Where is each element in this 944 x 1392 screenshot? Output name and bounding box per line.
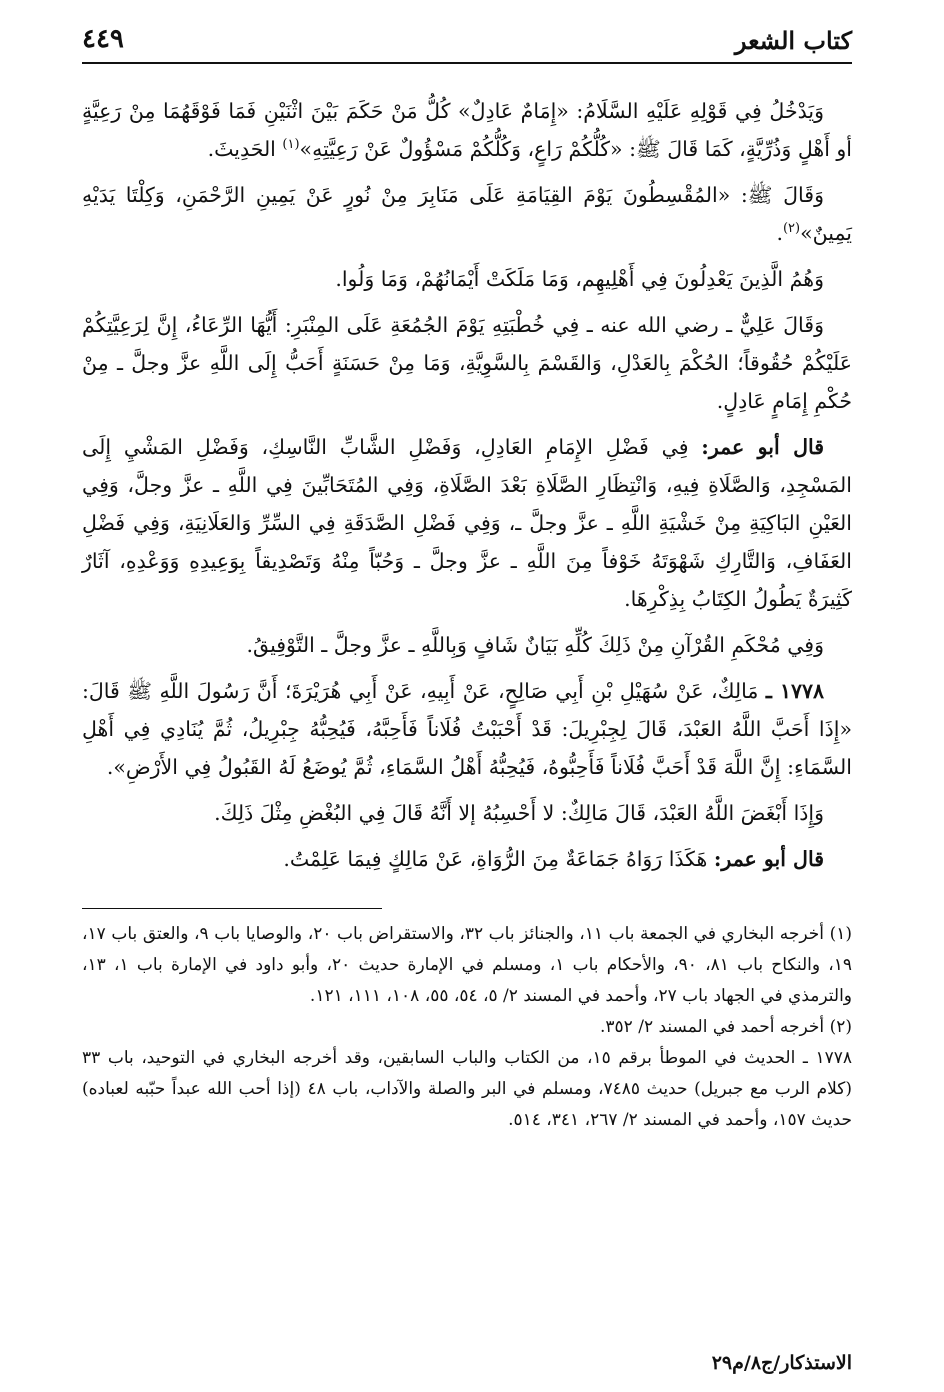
paragraph-4: وَقَالَ عَلِيٌّ ـ رضي الله عنه ـ فِي خُطْبَتِهِ يَوْمَ الجُمُعَةِ عَلَى المِنْبَرِ: أَيُّهَا الرِّعَاءُ، إِنَّ لِرَعِيَّتِكُمْ عَلَيْكُمْ حُقُوقاً؛ الحُكْمَ بِالعَدْلِ، وَالقَسْمَ بِالسَّوِيَّةِ، وَمَا مِنْ حَسَنَةٍ أَحَبُّ إِلَى اللَّهِ عزَّ وجلَّ ـ مِنْ حُكْمِ إِمَامٍ عَادِلٍ.	[82, 313, 852, 413]
page-number: ٤٤٩	[82, 24, 124, 54]
paragraph-7: ١٧٧٨ ـ مَالِكٌ، عَنْ سُهَيْلِ بْنِ أَبِي صَالِحٍ، عَنْ أَبِيهِ، عَنْ أَبِي هُرَيْرَةَ؛ أَنَّ رَسُولَ اللَّهِ ﷺ قَالَ: «إِذَا أَحَبَّ اللَّهُ العَبْدَ، قَالَ لِجِبْرِيلَ: قَدْ أَحْبَبْتُ فُلَاناً فَأَحِبَّهُ، فَيُحِبُّهُ جِبْرِيلُ، ثُمَّ يُنَادِي فِي أَهْلِ السَّمَاءِ: إِنَّ اللَّهَ قَدْ أَحَبَّ فُلَاناً فَأَحِبُّوهُ، فَيُحِبُّهُ أَهْلُ السَّمَاءِ، ثُمَّ يُوضَعُ لَهُ القَبُولُ فِي الأَرْضِ».	[82, 679, 852, 779]
paragraph-3: وَهُمُ الَّذِينَ يَعْدِلُونَ فِي أَهْلِيهِم، وَمَا مَلَكَتْ أَيْمَانُهُمْ، وَمَا وَلُوا.	[335, 267, 824, 291]
footnote-marker: (٢)	[829, 1017, 852, 1037]
footnote-2: (٢) أخرجه أحمد في المسند ٢/ ٣٥٢.	[599, 1017, 852, 1037]
paragraph-1: وَيَدْخُلُ فِي قَوْلِهِ عَلَيْهِ السَّلَامُ: «إِمَامٌ عَادِلٌ» كُلُّ مَنْ حَكَمَ بَيْنَ اثْنَيْنِ فَمَا فَوْقَهُمَا مِنْ رَعِيَّةٍ أو أَهْلٍ وَذُرِّيَّةٍ، كَمَا قَالَ ﷺ: «كُلُّكُمْ رَاعٍ، وَكُلُّكُمْ مَسْؤُولٌ عَنْ رَعِيَّتِهِ»$^{(١)}$ الحَدِيثَ.	[82, 99, 852, 161]
book-title: كتاب الشعر	[734, 26, 852, 55]
footnote-marker: ١٧٧٨ ـ	[802, 1048, 853, 1068]
paragraph-8: وَإِذَا أَبْغَضَ اللَّهُ العَبْدَ، قَالَ مَالِكٌ: لا أَحْسِبُهُ إلا أَنَّهُ قَالَ فِي البُغْضِ مِثْلَ ذَلِكَ.	[214, 801, 824, 825]
paragraph-2: وَقَالَ ﷺ: «المُقْسِطُونَ يَوْمَ القِيَامَةِ عَلَى مَنَابِرَ مِنْ نُورٍ عَنْ يَمِينِ الرَّحْمَنِ، وَكِلْتَا يَدَيْهِ يَمِينٌ»$^{(٢)}$.	[82, 183, 852, 245]
signature-mark: الاستذكار/ج٨/م٢٩	[711, 1352, 852, 1374]
page-header	[82, 18, 852, 64]
speaker-label: قال أبو عمر:	[713, 847, 824, 871]
hadith-number: ١٧٧٨ ـ	[765, 679, 824, 703]
paragraph-5: قال أبو عمر: فِي فَضْلِ الإِمَامِ العَادِلِ، وَفَضْلِ الشَّابِّ النَّاسِكِ، وَفَضْلِ المَشْيِ إِلَى المَسْجِدِ، وَالصَّلَاةِ فِيهِ، وَانْتِظَارِ الصَّلَاةِ بَعْدَ الصَّلَاةِ، وَفِي المُتَحَابِّينَ فِي اللَّهِ ـ عزَّ وجلَّ، وَفِي العَيْنِ البَاكِيَةِ مِنْ خَشْيَةِ اللَّهِ ـ عزَّ وجلَّ ـ، وَفِي فَضْلِ الصَّدَقَةِ فِي السِّرِّ وَالعَلَانِيَةِ، وَفِي فَضْلِ العَفَافِ، وَالتَّارِكِ شَهْوَتَهُ خَوْفاً مِنَ اللَّهِ ـ عزَّ وجلَّ ـ وَحُبّاً مِنْهُ وَتَصْدِيقاً بِوَعِيدِهِ وَوَعْدِهِ، آثَارٌ كَثِيرَةٌ يَطُولُ الكِتَابُ بِذِكْرِهَا.	[82, 435, 852, 611]
main-text	[82, 92, 852, 878]
footnote-ref-2: (٢)	[782, 221, 801, 237]
footnote-ref-1: (١)	[282, 137, 300, 153]
paragraph-6: وَفِي مُحْكَمِ القُرْآنِ مِنْ ذَلِكَ كُلِّهِ بَيَانٌ شَافٍ وَبِاللَّهِ ـ عزَّ وجلَّ ـ التَّوْفِيقُ.	[246, 633, 824, 657]
speaker-label: قال أبو عمر:	[701, 435, 825, 459]
footnote-1: (١) أخرجه البخاري في الجمعة باب ١١، والجنائز باب ٣٢، والاستقراض باب ٢٠، والوصايا باب ٩، والعتق باب ١٧، ١٩، والنكاح باب ٨١، ٩٠، والأحكام باب ١، ومسلم في الإمارة حديث ٢٠، وأبو داود في الإمارة باب ١، ١٣، والترمذي في الجهاد باب ٢٧، وأحمد في المسند ٢/ ٥، ٥٤، ٥٥، ١٠٨، ١١١، ١٢١.	[82, 924, 853, 1006]
paragraph-9: قال أبو عمر: هَكَذَا رَوَاهُ جَمَاعَةٌ مِنَ الرُّوَاةِ، عَنْ مَالِكٍ فِيمَا عَلِمْتُ.	[283, 847, 824, 871]
document-page	[82, 18, 852, 1378]
footnote-3: ١٧٧٨ ـ الحديث في الموطأ برقم ١٥، من الكتاب والباب السابقين، وقد أخرجه البخاري في التوحيد، باب ٣٣ (كلام الرب مع جبريل) حديث ٧٤٨٥، ومسلم في البر والصلة والآداب، باب ٤٨ (إذا أحب الله عبداً حبّبه لعباده) حديث ١٥٧، وأحمد في المسند ٢/ ٢٦٧، ٣٤١، ٥١٤.	[82, 1048, 853, 1130]
footnote-marker: (١)	[829, 924, 853, 944]
footnotes	[82, 919, 852, 1136]
footnote-divider	[82, 908, 382, 909]
